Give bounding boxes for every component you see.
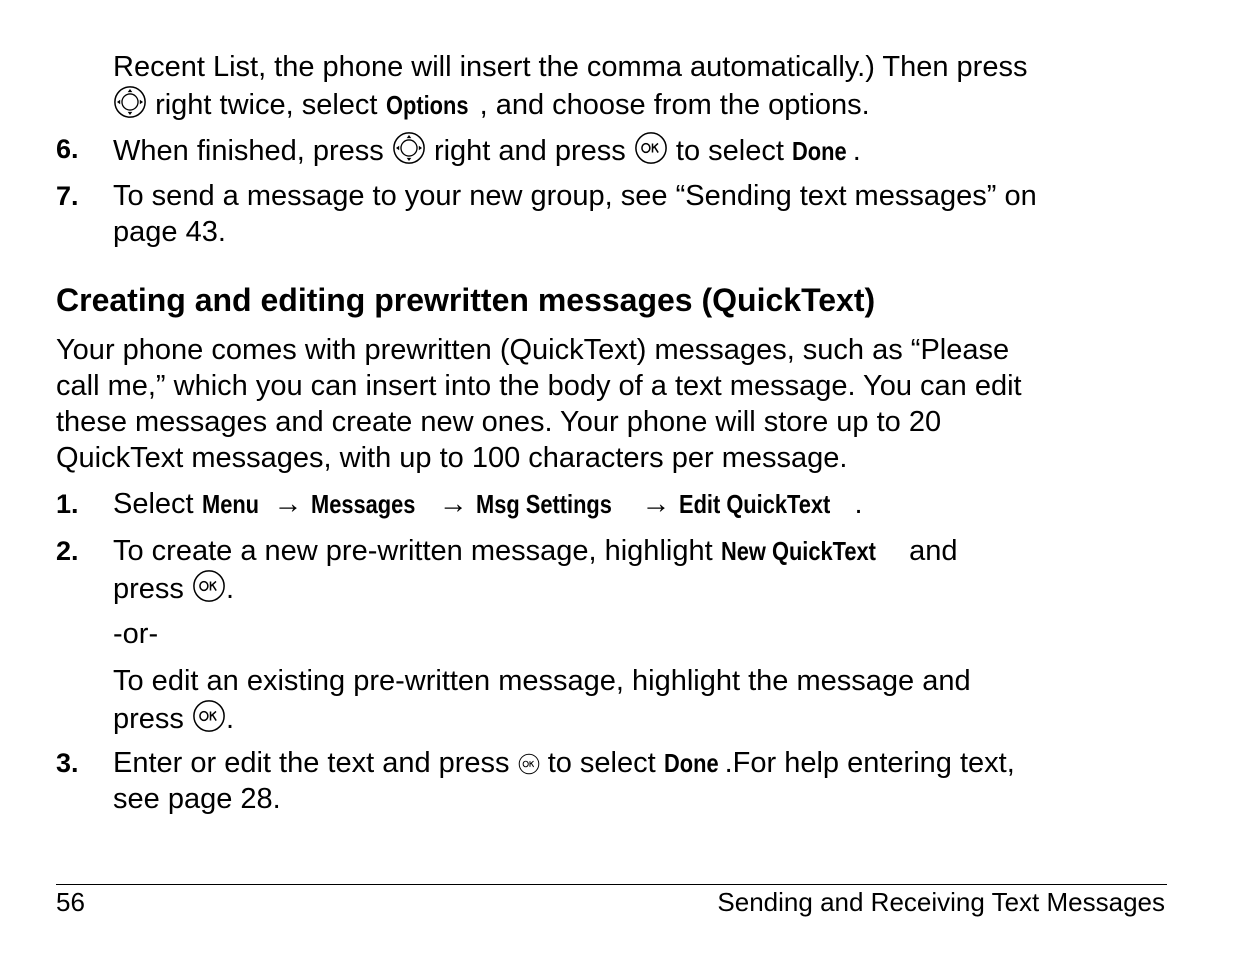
- paragraph-line: Your phone comes with prewritten (QuickText) messages, such as “Please: [56, 334, 1010, 366]
- step-2-press: press: [113, 573, 184, 605]
- paragraph-line: QuickText messages, with up to 100 characters per message.: [56, 442, 848, 474]
- section-heading: Creating and editing prewritten messages (QuickText): [56, 282, 876, 318]
- step-2-alt-line-1: To edit an existing pre-written message, highlight the message and: [113, 665, 971, 697]
- step-number: 1.: [56, 489, 79, 519]
- step-number: 2.: [56, 536, 79, 566]
- ok-key-icon: [192, 569, 226, 603]
- paragraph-line: call me,” which you can insert into the body of a text message. You can edit: [56, 370, 1022, 402]
- menu-path-item: Menu: [201, 489, 259, 519]
- step-2-line-1: [113, 533, 957, 569]
- step-6-text-a: When finished, press: [113, 135, 384, 167]
- chapter-title: Sending and Receiving Text Messages: [717, 887, 1165, 917]
- step-1-end: .: [854, 488, 863, 520]
- ui-options: Options: [385, 90, 469, 120]
- ok-key-icon: [192, 699, 226, 733]
- step-6-text: [113, 131, 861, 169]
- step-6-text-c: to select: [675, 135, 784, 167]
- step-3-line-1: [113, 745, 1015, 781]
- menu-path-item: Messages: [310, 489, 415, 519]
- or-separator: -or-: [113, 618, 159, 650]
- step-2-alt-end: .: [225, 703, 235, 735]
- step-7-line-2: page 43.: [113, 216, 226, 248]
- intro-line-1: Recent List, the phone will insert the comma automatically.) Then press: [113, 51, 1028, 83]
- step-3-text-a: Enter or edit the text and press: [113, 747, 510, 779]
- step-number: 7.: [56, 181, 79, 211]
- step-2-text-a: To create a new pre-written message, highlight: [113, 535, 713, 567]
- ui-done: Done: [663, 748, 719, 778]
- footer-divider: [56, 884, 1167, 885]
- step-3-text-c: .For help entering text,: [724, 747, 1015, 779]
- intro-text-a: right twice, select: [155, 89, 378, 121]
- ok-key-icon: [634, 131, 668, 165]
- page-number: 56: [56, 887, 85, 917]
- step-6-end: .: [852, 135, 861, 167]
- step-2-line-2: [113, 569, 234, 607]
- step-7-line-1: To send a message to your new group, see “Sending text messages” on: [113, 180, 1037, 212]
- intro-text-b: , and choose from the options.: [479, 89, 870, 121]
- navigation-key-icon: [113, 85, 147, 119]
- step-2-end: .: [225, 573, 235, 605]
- step-3-text-b: to select: [547, 747, 656, 779]
- step-2-alt-press: press: [113, 703, 184, 735]
- step-number: 3.: [56, 748, 79, 778]
- arrow: →: [438, 488, 468, 520]
- ui-done: Done: [791, 136, 847, 166]
- step-3-line-2: see page 28.: [113, 783, 281, 815]
- step-1-lead: Select: [113, 488, 194, 520]
- menu-path-item: Edit QuickText: [678, 489, 830, 519]
- step-1-text: [113, 486, 863, 522]
- step-2-alt-line-2: [113, 699, 234, 737]
- paragraph-line: these messages and create new ones. Your phone will store up to 20: [56, 406, 942, 438]
- step-number: 6.: [56, 134, 79, 164]
- ok-key-icon: [518, 753, 540, 775]
- menu-path-item: Msg Settings: [475, 489, 612, 519]
- arrow: →: [273, 488, 303, 520]
- step-6-text-b: right and press: [433, 135, 626, 167]
- intro-line-2: [113, 85, 870, 123]
- navigation-key-icon: [392, 131, 426, 165]
- arrow: →: [641, 488, 671, 520]
- ui-new-quicktext: New QuickText: [720, 536, 876, 566]
- step-2-text-b: and: [909, 535, 958, 567]
